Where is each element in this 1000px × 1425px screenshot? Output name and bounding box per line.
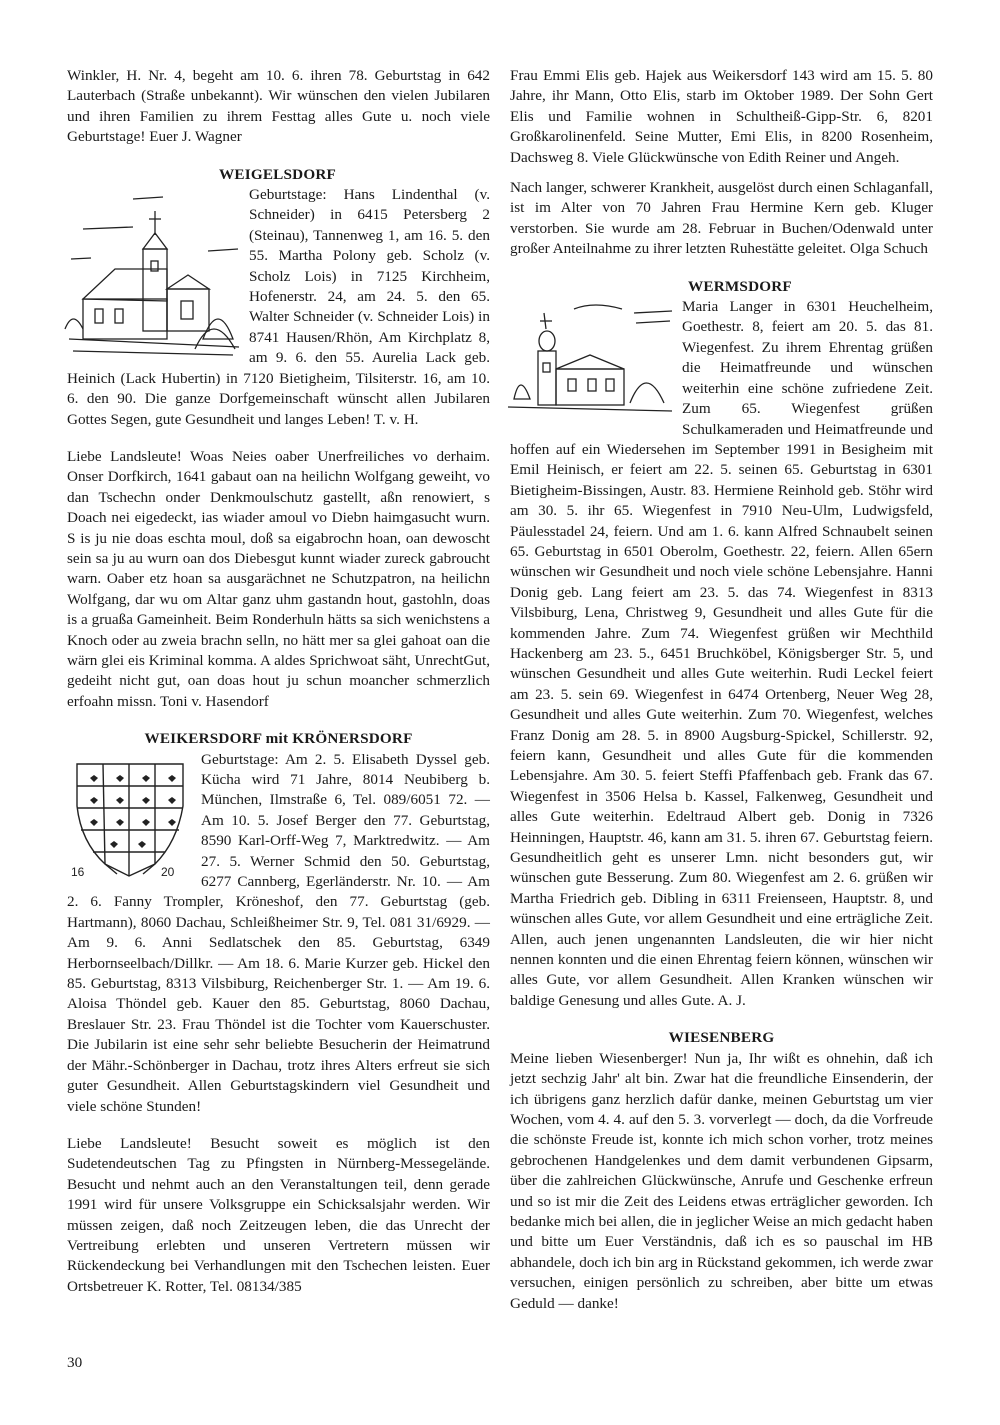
- wiesenberg-heading: WIESENBERG: [668, 1029, 775, 1047]
- dialect-letter: Liebe Landsleute! Woas Neies oaber Unerfreiliches vo derhaim. Onser Dorfkirch, 1641 gabaut oan na heilichn Wolfgang geweiht, vo dan Tschechn onder Denkmoulschutz gastellt, aßn renowiert, s Doach nei eigedeckt, ias wiader amoul vo Diebn haimgasucht wurn. S is ju nie doas eschta moul, doß sa eigabrochn hoan, oan dewoscht sein sa ju au wurn oan dos Diebesgut kunnt wiader zureck gabroucht warn. Oaber etz hoan sa ausgarächnet ne Schutzpatron, na heilichn Wolfgang, dar wu om Altar ganz uhm gastandn hout, gastohln, doas is a gruaßa Gameinheit. Beim Ronderhuln hätts sa sich wenichstens a Knoch oder au zweia brachn selln, no hätt mer sa glei gahoat oan die wärn glei eis Kriminal komma. A aldes Sprichwoat säht, UnrechtGut, gedeiht nicht gut, oan doas hout ju schun moancher schmerzlich erfoahn missn. Toni v. Hasendorf: [67, 447, 490, 710]
- right-column: [510, 66, 933, 1314]
- sudeten-appeal: Liebe Landsleute! Besucht soweit es möglich ist den Sudetendeutschen Tag zu Pfingsten in Nürnberg-Messegelände. Besucht und nehmt auch an den Veranstaltungen teil, denn gerade 1991 wird für unsere Volksgruppe ein Schicksalsjahr werden. Wir müssen zeigen, daß noch Zeitzeugen leben, die das Unrecht der Vertreibung erlebten und unseren Vertretern müssen wir Rückendeckung bei Verhandlungen mit den Tschechen leisten. Euer Ortsbetreuer K. Rotter, Tel. 08134/385: [67, 1134, 490, 1295]
- wermsdorf-church-illustration: [504, 299, 676, 423]
- intro-paragraph: Winkler, H. Nr. 4, begeht am 10. 6. ihren 78. Geburtstag in 642 Lauterbach (Straße unbekannt). Wir wünschen den vielen Jubilaren und ihren Familien zu ihrem Festtag alles Gute u. noch viele Geburtstage! Euer J. Wagner: [67, 67, 490, 146]
- arms-number-right: 20: [161, 864, 175, 879]
- wermsdorf-birthdays: Maria Langer in 6301 Heuchelheim, Goethestr. 8, feiert am 20. 5. das 81. Wiegenfest. Zu ihrem Ehrentag grüßen die Heimatfreunde und wünschen weiterhin eine schöne zufriedene Zeit. Zum 65. Wiegenfest grüßen Schulkameraden und Heimatfreunde und hoffen auf ein Wiedersehen im September 1991 in Besigheim mit Emil Heinisch, er feiert am 22. 5. seinen 65. Geburtstag in 6301 Bietigheim-Bissingen, Austr. 83. Hermiene Reinhold geb. Stöhr wird am 30. 5. ihr 65. Wiegenfest in 7910 Neu-Ulm, Ludwigsfeld, Päulesstadel 24, feiern. Und am 1. 6. kann Alfred Schnaubelt seinen 65. Geburtstag in 6501 Oberolm, Goethestr. 22, feiern. Allen 65ern wünschen wir Gesundheit und noch viele schöne Lebensjahre. Hanni Donig geb. Lang feiert am 23. 5. das 74. Wiegenfest in 8313 Vilsbiburg, Lena, Christweg 9, Gesundheit und alles Gute für die kommenden Jahre. Zum 74. Wiegenfest grüßen wir Mechthild Hackenberg am 23. 5., 6451 Bruchköbel, Königsberger Str. 5, und wünschen Gesundheit und alles Gute weiterhin. Rudi Leckel feiert am 23. 5. sein 69. Wiegenfest in 6474 Ortenberg, Neuer Weg 28, Gesundheit und alles Gute weiterhin. Zum 70. Wiegenfest, welches Franz Donig am 28. 5. in 8900 Augsburg-Spickel, Schillerstr. 92, feiern kann, Gesundheit und alles Gute für die kommenden Lebensjahre. Am 30. 5. feiert Steffi Pfaffenbach geb. Frank das 67. Wiegenfest in 3506 Helsa b. Kassel, Falkenweg, Gesundheit und alles Gute weiterhin. Edeltraud Albert geb. Donig in 7326 Heinningen, Hauptstr. 46, kann am 31. 5. ihren 67. Geburtstag feiern. Gesundheitlich geht es unserer Lmn. nicht besonders gut, wir wünschen gute Besserung. Zum 80. Wiegenfest am 2. 6. grüßen wir Martha Friedrich geb. Dibling in 6311 Freienseen, Hauptstr. 8, und wünschen alles Gute, vor allem Gesundheit und eine erträgliche Zeit. Allen, auch jenen ungenannten Landsleuten, die wir hier nicht nennen konnten und die einen Ehrentag feiern können, wünschen wir alles Gute, vor allem Gesundheit. Allen Kranken wünschen wir baldige Genesung und alles Gute. A. J.: [510, 298, 933, 1009]
- page-number: 30: [67, 1354, 83, 1371]
- wiesenberg-letter: Meine lieben Wiesenberger! Nun ja, Ihr wißt es ohnehin, daß ich jetzt sechzig Jahr' alt bin. Zwar hat die freundliche Einsenderin, der ich übrigens ganz herzlich dafür danke, meinen Geburtstag um vier Wochen, vom 4. 4. auf den 5. 3. vorverlegt — doch, da die Vorfreude die schönste Freude ist, konnte ich mich schon vorher, trotz meines gebrochenen Handgelenkes und dem damit verbundenen Gipsarm, über die zahlreichen Glückwünsche, Anrufe und Geschenke erfreun und so ist mir die Zeit des Leidens etwas erträglicher geworden. Ich bedanke mich bei allen, die in jeglicher Weise an mich gedacht haben und bitte um Euer Verständnis, daß ich es so pauschal im HB abhandele, doch ich bin arg in Rückstand gekommen, ich werde zwar versuchen, einigen persönlich zu schreiben, aber bitte um etwas Geduld — danke!: [510, 1049, 933, 1312]
- weikersdorf-birthdays: Geburtstage: Am 2. 5. Elisabeth Dyssel geb. Kücha wird 71 Jahre, 8014 Neubiberg b. München, Ilmstraße 6, Tel. 089/6051 72. — Am 10. 5. Josef Berger den 77. Geburtstag, 8590 Karl-Orff-Weg 7, Marktredwitz. — Am 27. 5. Werner Schmid den 50. Geburtstag, 6277 Cannberg, Egerländerstr. Nr. 10. — Am 2. 6. Fanny Trompler, Kröneshof, den 77. Geburtstag (geb. Hartmann), 8060 Dachau, Schleißheimer Str. 9, Tel. 081 31/6929. — Am 9. 6. Anni Sedlatschek den 85. Geburtstag, 6349 Herbornseelbach/Dillkr. — Am 18. 6. Marie Kurzer geb. Hickel den 85. Geburtstag, 8313 Vilsbiburg, Reichenberger Str. 1. — Am 19. 6. Aloisa Thöndel geb. Kauer den 85. Geburtstag, 8060 Dachau, Breslauer Str. 23. Frau Thöndel ist die Tochter vom Kauerschuster. Die Jubilarin ist eine sehr sehr beliebte Besucherin der Heimatrund der Mähr.-Schönberger in Dachau, trotz ihres Alters erfreut sie sich guter Gesundheit. Allen Geburtstagskindern viel Gesundheit und viele schöne Stunden!: [67, 750, 490, 1115]
- weikersdorf-heading: WEIKERSDORF mit KRÖNERSDORF: [144, 730, 413, 748]
- wermsdorf-heading: WERMSDORF: [688, 277, 792, 295]
- weikersdorf-coat-of-arms: [65, 756, 193, 882]
- weigelsdorf-church-illustration: [63, 189, 241, 359]
- arms-number-left: 16: [71, 864, 85, 879]
- left-column: [67, 66, 490, 1297]
- kern-obituary: Nach langer, schwerer Krankheit, ausgelöst durch einen Schlaganfall, ist im Alter von 70 Jahren Frau Hermine Kern geb. Kluger verstorben. Sie wurde am 28. Februar in Buchen/Odenwald unter großer Anteilnahme zu ihrer letzten Ruhestätte geleitet. Olga Schuch: [510, 179, 933, 258]
- weigelsdorf-birthdays: Geburtstage: Hans Lindenthal (v. Schneider) in 6415 Petersberg 2 (Steinau), Tannenweg 1, am 16. 5. den 55. Martha Polony geb. Scholz (v. Scholz Lois) in 7125 Kirchheim, Hofenerstr. 24, am 24. 5. den 65. Walter Schneider (v. Schneider Lois) in 8741 Hausen/Rhön, Am Kirchplatz 8, am 9. 6. den 55. Aurelia Lack geb. Heinich (Lack Hubertin) in 7120 Bietigheim, Tilsiterstr. 16, am 10. 6. den 90. Die ganze Dorfgemeinschaft wünscht allen Jubilaren Gottes Segen, gute Gesundheit und langes Leben! T. v. H.: [67, 186, 490, 428]
- elis-notice: Frau Emmi Elis geb. Hajek aus Weikersdorf 143 wird am 15. 5. 80 Jahre, ihr Mann, Otto Elis, starb im Oktober 1989. Der Sohn Gert Elis und Familie wohnen in Schultheiß-Gipp-Str. 6, 8201 Großkarolinenfeld. Seine Mutter, Emi Elis, in 8200 Rosenheim, Dachsweg 8. Viele Glückwünsche von Edith Reiner und Angeh.: [510, 67, 933, 166]
- weigelsdorf-heading: WEIGELSDORF: [219, 165, 336, 183]
